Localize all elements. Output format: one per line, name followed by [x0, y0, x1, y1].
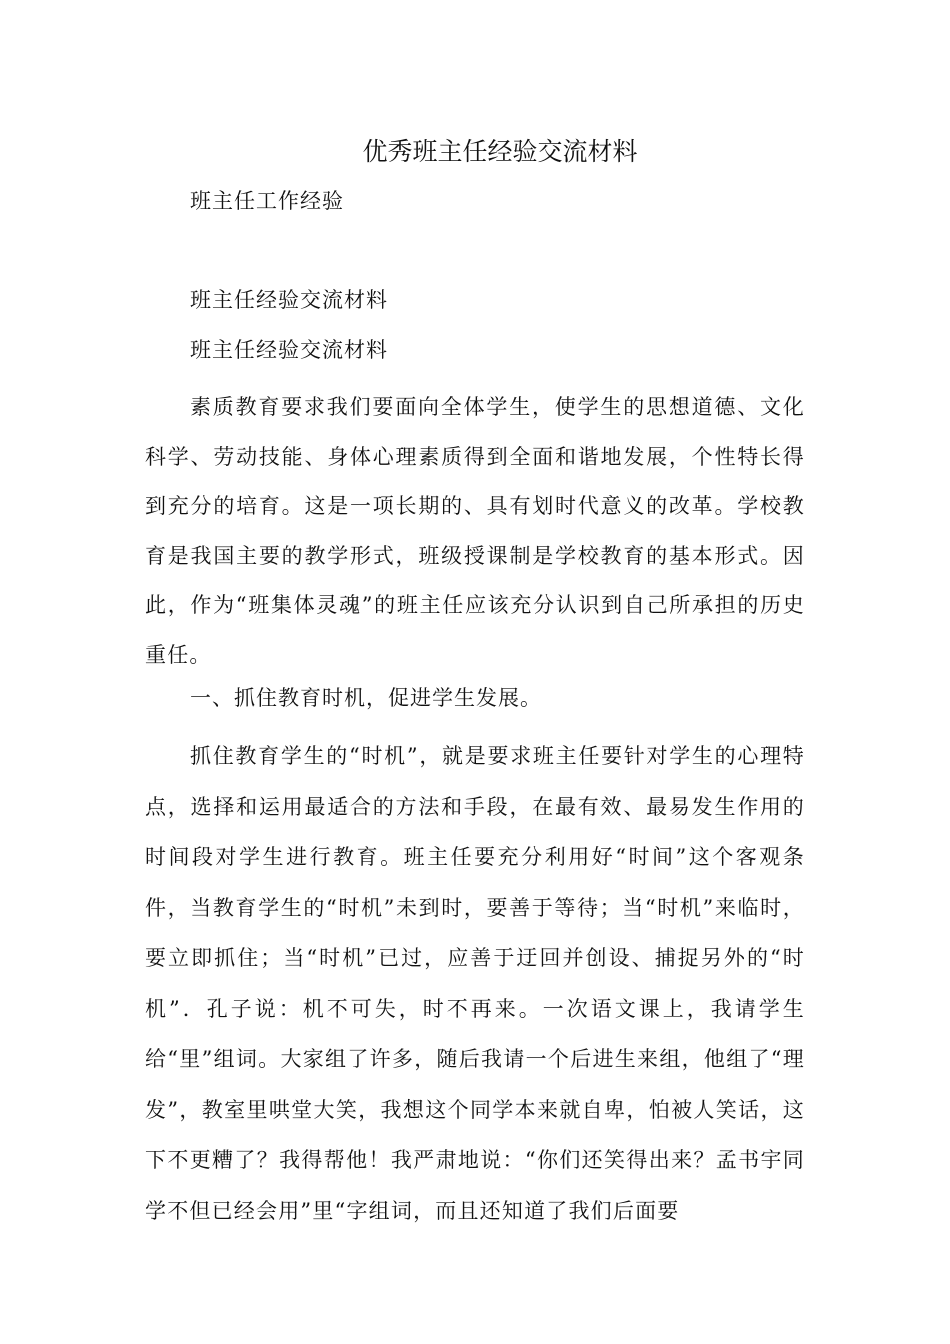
body-paragraph-2: 抓住教育学生的“时机”，就是要求班主任要针对学生的心理特点，选择和运用最适合的方法和手段，在最有效、最易发生作用的时间段对学生进行教育。班主任要充分利用好“时间”这个客观条件，当教育学生的“时机”未到时，要善于等待；当“时机”来临时，要立即抓住；当“时机”已过，应善于迂回并创设、捕捉另外的“时机”．孔子说：机不可失，时不再来。一次语文课上，我请学生给“里”组词。大家组了许多，随后我请一个后进生来组，他组了“理发”，教室里哄堂大笑，我想这个同学本来就自卑，怕被人笑话，这下不更糟了？我得帮他！我严肃地说：“你们还笑得出来？孟书宇同学不但已经会用”里“字组词，而且还知道了我们后面要 [145, 744, 805, 1223]
body-paragraph-1: 素质教育要求我们要面向全体学生，使学生的思想道德、文化科学、劳动技能、身体心理素质得到全面和谐地发展，个性特长得到充分的培育。这是一项长期的、具有划时代意义的改革。学校教育是我国主要的教学形式，班级授课制是学校教育的基本形式。因此，作为“班集体灵魂”的班主任应该充分认识到自己所承担的历史重任。 [145, 395, 805, 667]
section-heading: 一、抓住教育时机，促进学生发展。 [190, 686, 542, 710]
section-title-2: 班主任经验交流材料 [190, 338, 388, 362]
document-title: 优秀班主任经验交流材料 [362, 137, 638, 166]
subtitle: 班主任工作经验 [190, 189, 344, 213]
section-title-1: 班主任经验交流材料 [190, 288, 388, 312]
